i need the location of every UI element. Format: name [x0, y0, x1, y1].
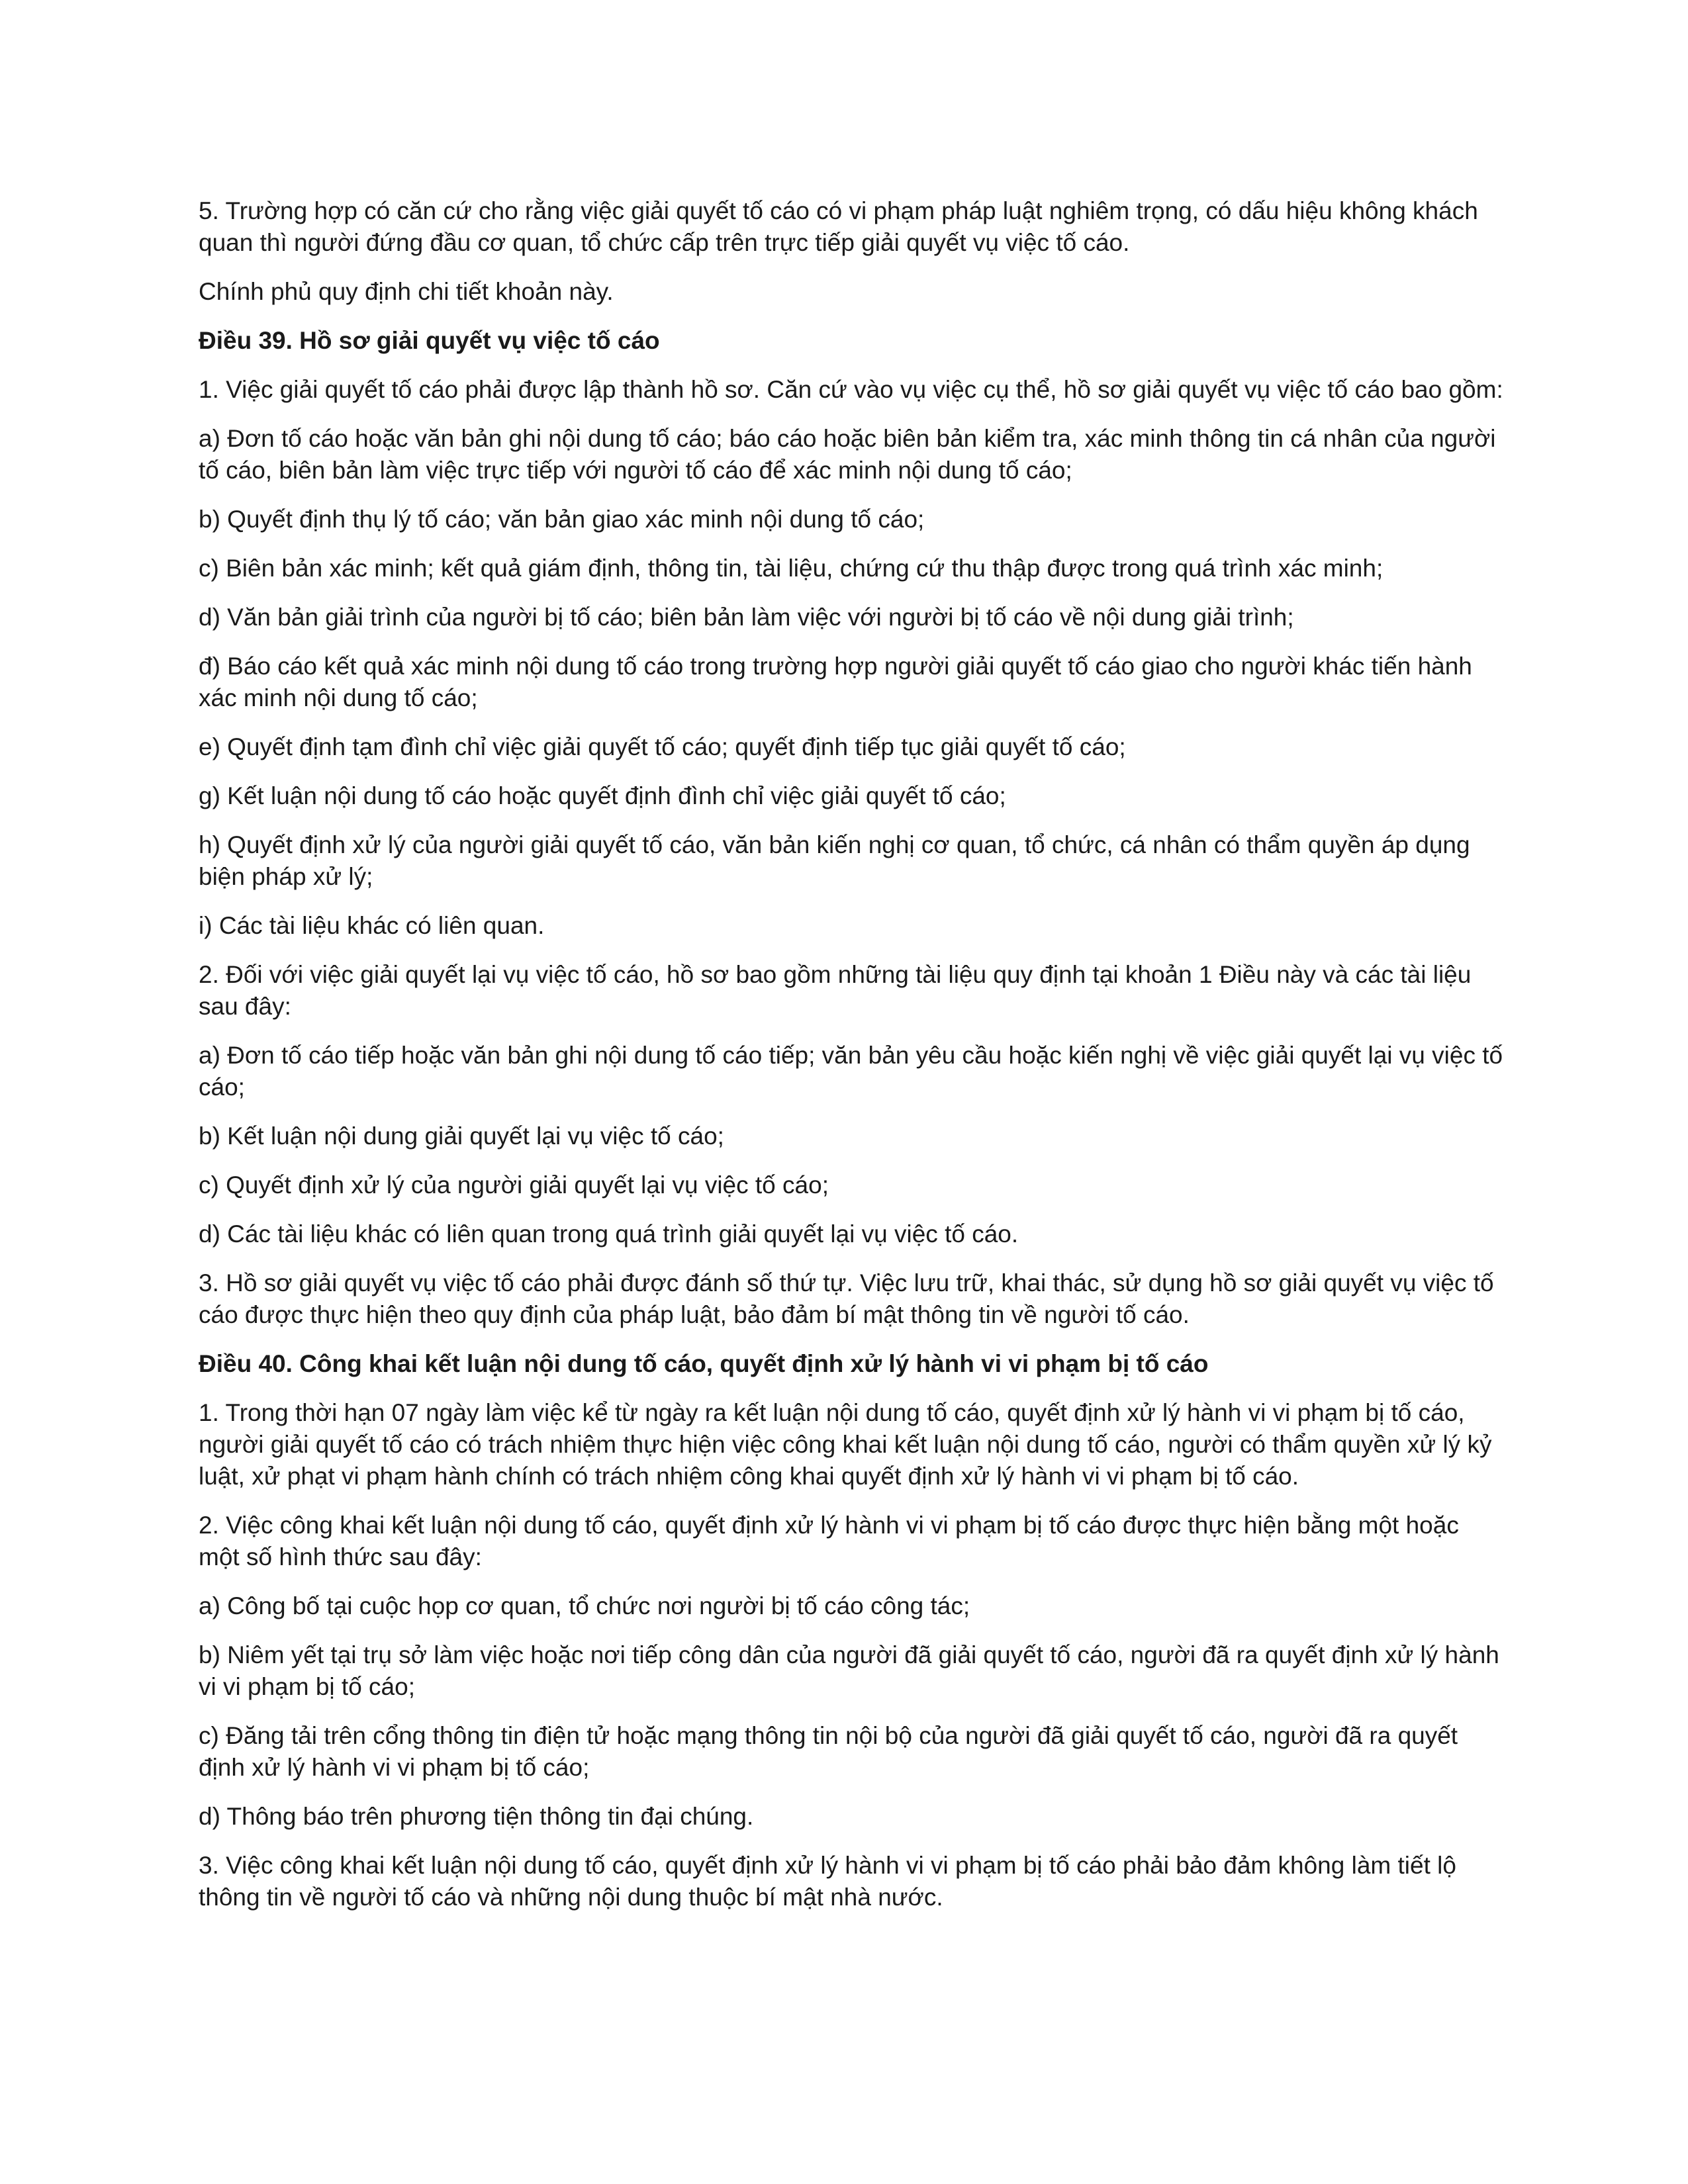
paragraph-39-1h: h) Quyết định xử lý của người giải quyết tố cáo, văn bản kiến nghị cơ quan, tổ chức, cá nhân có thẩm quyền áp dụng biện pháp xử lý;: [199, 831, 1470, 890]
paragraph-40-2c: c) Đăng tải trên cổng thông tin điện tử hoặc mạng thông tin nội bộ của người đã giải quyết tố cáo, người đã ra quyết định xử lý hành vi vi phạm bị tố cáo;: [199, 1722, 1458, 1781]
paragraph-39-1a: a) Đơn tố cáo hoặc văn bản ghi nội dung tố cáo; báo cáo hoặc biên bản kiểm tra, xác minh thông tin cá nhân của người tố cáo, biên bản làm việc trực tiếp với người tố cáo để xác minh nội dung tố cáo;: [199, 425, 1496, 484]
paragraph-40-2d: d) Thông báo trên phương tiện thông tin đại chúng.: [199, 1803, 754, 1830]
paragraph-40-2: 2. Việc công khai kết luận nội dung tố cáo, quyết định xử lý hành vi vi phạm bị tố cáo được thực hiện bằng một hoặc một số hình thức sau đây:: [199, 1512, 1459, 1570]
paragraph-40-1: 1. Trong thời hạn 07 ngày làm việc kể từ ngày ra kết luận nội dung tố cáo, quyết định xử lý hành vi vi phạm bị tố cáo, người giải quyết tố cáo có trách nhiệm thực hiện việc công khai kết luận nội dung tố cáo, người có thẩm quyền xử lý kỷ luật, xử phạt vi phạm hành chính có trách nhiệm công khai quyết định xử lý hành vi vi phạm bị tố cáo.: [199, 1399, 1492, 1490]
article-40-heading: Điều 40. Công khai kết luận nội dung tố cáo, quyết định xử lý hành vi vi phạm bị tố cáo: [199, 1350, 1209, 1377]
article-39-heading: Điều 39. Hồ sơ giải quyết vụ việc tố cáo: [199, 327, 660, 354]
paragraph-39-1dd: đ) Báo cáo kết quả xác minh nội dung tố cáo trong trường hợp người giải quyết tố cáo giao cho người khác tiến hành xác minh nội dung tố cáo;: [199, 653, 1472, 711]
paragraph-39-2: 2. Đối với việc giải quyết lại vụ việc tố cáo, hồ sơ bao gồm những tài liệu quy định tại khoản 1 Điều này và các tài liệu sau đây:: [199, 961, 1472, 1020]
paragraph-39-3: 3. Hồ sơ giải quyết vụ việc tố cáo phải được đánh số thứ tự. Việc lưu trữ, khai thác, sử dụng hồ sơ giải quyết vụ việc tố cáo được thực hiện theo quy định của pháp luật, bảo đảm bí mật thông tin về người tố cáo.: [199, 1269, 1494, 1328]
paragraph-39-1d: d) Văn bản giải trình của người bị tố cáo; biên bản làm việc với người bị tố cáo về nội dung giải trình;: [199, 604, 1294, 631]
paragraph-39-1i: i) Các tài liệu khác có liên quan.: [199, 912, 545, 939]
paragraph-clause-5: 5. Trường hợp có căn cứ cho rằng việc giải quyết tố cáo có vi phạm pháp luật nghiêm trọng, có dấu hiệu không khách quan thì người đứng đầu cơ quan, tổ chức cấp trên trực tiếp giải quyết vụ việc tố cáo.: [199, 197, 1478, 256]
paragraph-39-1e: e) Quyết định tạm đình chỉ việc giải quyết tố cáo; quyết định tiếp tục giải quyết tố cáo;: [199, 733, 1126, 760]
paragraph-39-1b: b) Quyết định thụ lý tố cáo; văn bản giao xác minh nội dung tố cáo;: [199, 506, 925, 533]
paragraph-39-2c: c) Quyết định xử lý của người giải quyết lại vụ việc tố cáo;: [199, 1171, 829, 1199]
paragraph-39-1c: c) Biên bản xác minh; kết quả giám định, thông tin, tài liệu, chứng cứ thu thập được trong quá trình xác minh;: [199, 555, 1383, 582]
paragraph-39-2d: d) Các tài liệu khác có liên quan trong quá trình giải quyết lại vụ việc tố cáo.: [199, 1220, 1019, 1248]
paragraph-note: Chính phủ quy định chi tiết khoản này.: [199, 278, 614, 305]
paragraph-39-1g: g) Kết luận nội dung tố cáo hoặc quyết định đình chỉ việc giải quyết tố cáo;: [199, 782, 1006, 809]
document-page: [199, 195, 1506, 1931]
paragraph-40-2b: b) Niêm yết tại trụ sở làm việc hoặc nơi tiếp công dân của người đã giải quyết tố cáo, người đã ra quyết định xử lý hành vi vi phạm bị tố cáo;: [199, 1641, 1499, 1700]
paragraph-39-2a: a) Đơn tố cáo tiếp hoặc văn bản ghi nội dung tố cáo tiếp; văn bản yêu cầu hoặc kiến nghị về việc giải quyết lại vụ việc tố cáo;: [199, 1042, 1503, 1101]
paragraph-39-2b: b) Kết luận nội dung giải quyết lại vụ việc tố cáo;: [199, 1122, 724, 1150]
paragraph-40-3: 3. Việc công khai kết luận nội dung tố cáo, quyết định xử lý hành vi vi phạm bị tố cáo phải bảo đảm không làm tiết lộ thông tin về người tố cáo và những nội dung thuộc bí mật nhà nước.: [199, 1852, 1456, 1911]
paragraph-39-1: 1. Việc giải quyết tố cáo phải được lập thành hồ sơ. Căn cứ vào vụ việc cụ thể, hồ sơ giải quyết vụ việc tố cáo bao gồm:: [199, 376, 1503, 403]
paragraph-40-2a: a) Công bố tại cuộc họp cơ quan, tổ chức nơi người bị tố cáo công tác;: [199, 1592, 970, 1619]
